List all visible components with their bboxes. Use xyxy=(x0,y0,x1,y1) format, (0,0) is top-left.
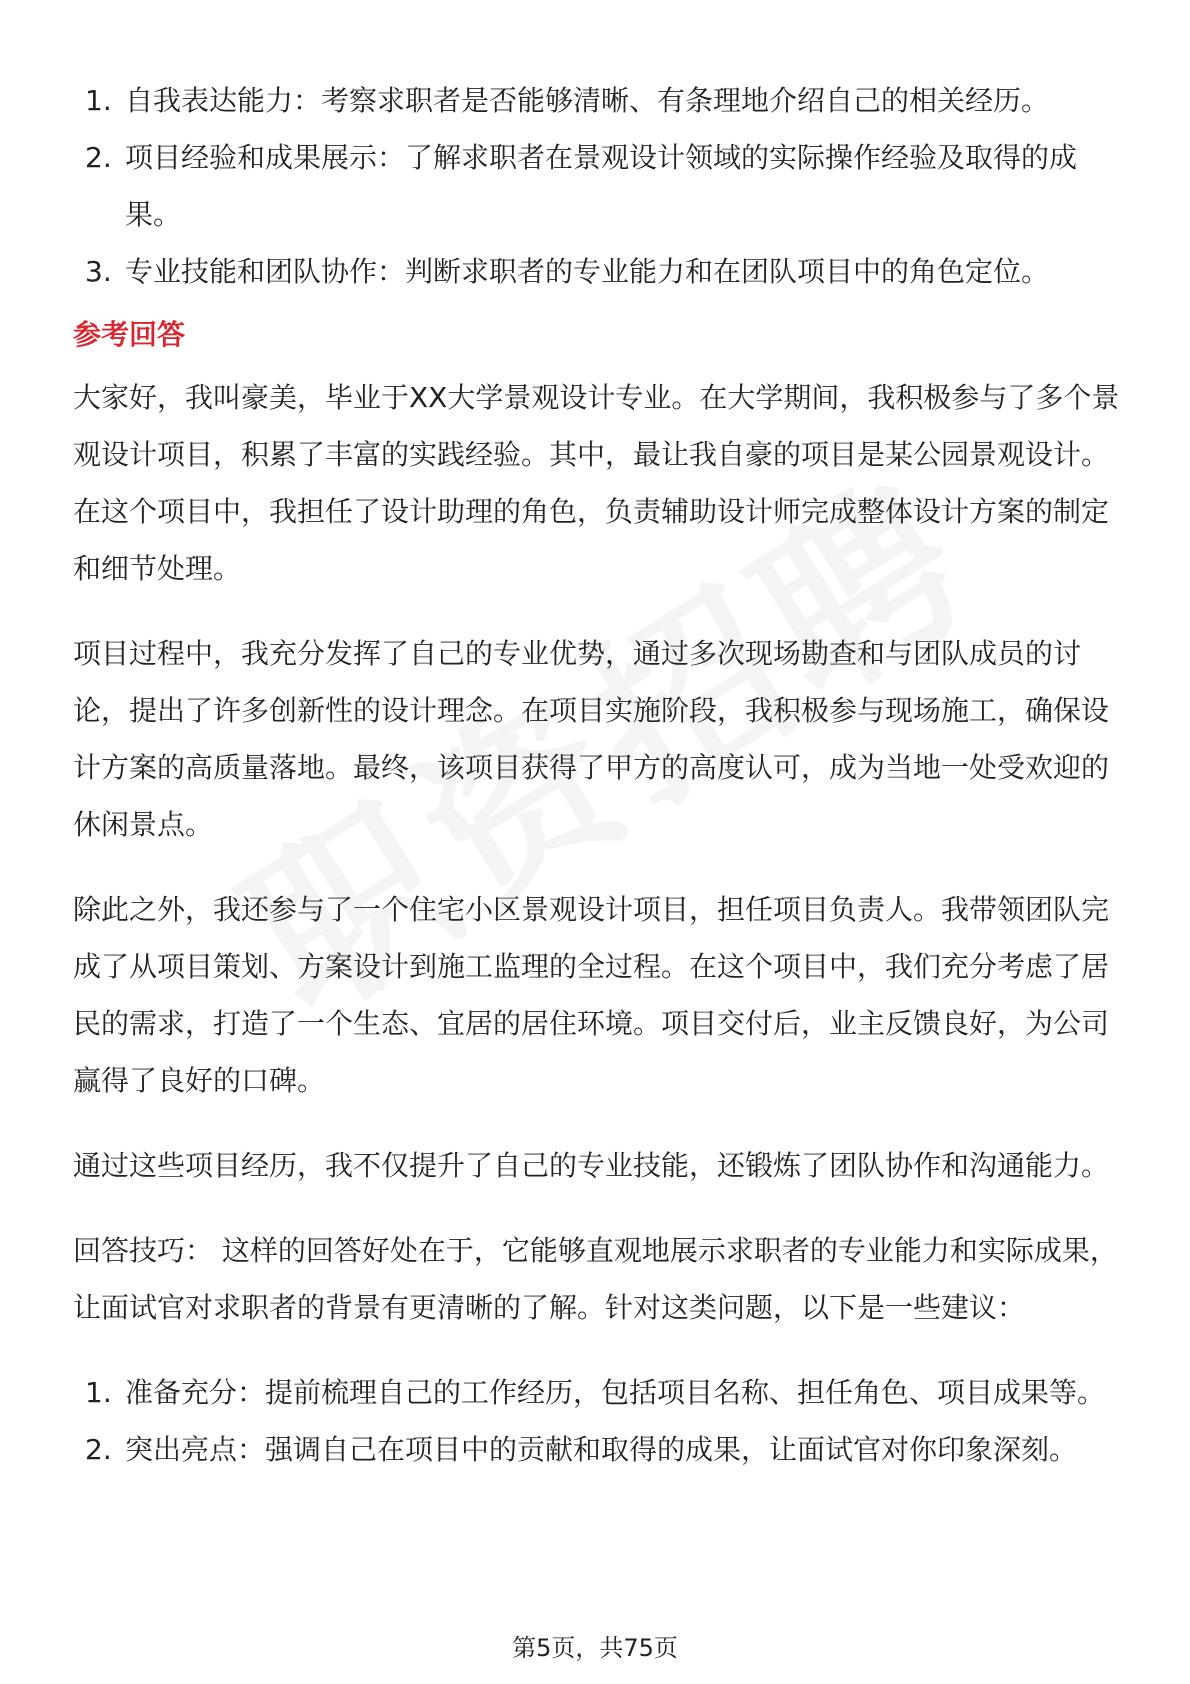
list-item xyxy=(73,1364,1121,1421)
page-footer: 第5页，共75页 xyxy=(512,1634,678,1662)
paragraph-summary: 通过这些项目经历，我不仅提升了自己的专业技能，还锻炼了团队协作和沟通能力。 xyxy=(73,1149,1110,1182)
list-text: 专业技能和团队协作：判断求职者的专业能力和在团队项目中的角色定位。 xyxy=(125,255,1050,288)
list-text: 准备充分：提前梳理自己的工作经历，包括项目名称、担任角色、项目成果等。 xyxy=(125,1376,1106,1409)
page-content xyxy=(73,72,1121,1478)
list-number: 1. xyxy=(85,84,112,117)
list-text: 项目经验和成果展示：了解求职者在景观设计领域的实际操作经验及取得的成果。 xyxy=(125,141,1078,231)
paragraph-intro: 大家好，我叫豪美，毕业于XX大学景观设计专业。在大学期间，我积极参与了多个景观设计项目，积累了丰富的实践经验。其中，最让我自豪的项目是某公园景观设计。在这个项目中，我担任了设计助理的角色，负责辅助设计师完成整体设计方案的制定和细节处理。 xyxy=(73,381,1120,585)
list-number: 1. xyxy=(85,1376,112,1409)
list-item xyxy=(73,72,1121,129)
paragraph-process: 项目过程中，我充分发挥了自己的专业优势，通过多次现场勘查和与团队成员的讨论，提出了许多创新性的设计理念。在项目实施阶段，我积极参与现场施工，确保设计方案的高质量落地。最终，该项目获得了甲方的高度认可，成为当地一处受欢迎的休闲景点。 xyxy=(73,637,1110,841)
list-item xyxy=(73,243,1121,300)
list-number: 2. xyxy=(85,141,112,174)
bottom-numbered-list xyxy=(73,1364,1121,1478)
paragraph-tips: 回答技巧： 这样的回答好处在于，它能够直观地展示求职者的专业能力和实际成果，让面试官对求职者的背景有更清晰的了解。针对这类问题，以下是一些建议： xyxy=(73,1234,1118,1324)
list-number: 3. xyxy=(85,255,112,288)
list-item xyxy=(73,1421,1121,1478)
paragraph-residential: 除此之外，我还参与了一个住宅小区景观设计项目，担任项目负责人。我带领团队完成了从项目策划、方案设计到施工监理的全过程。在这个项目中，我们充分考虑了居民的需求，打造了一个生态、宜居的居住环境。项目交付后，业主反馈良好，为公司赢得了良好的口碑。 xyxy=(73,893,1110,1097)
list-text: 自我表达能力：考察求职者是否能够清晰、有条理地介绍自己的相关经历。 xyxy=(125,84,1050,117)
list-text: 突出亮点：强调自己在项目中的贡献和取得的成果，让面试官对你印象深刻。 xyxy=(125,1433,1078,1466)
section-heading: 参考回答 xyxy=(73,318,186,351)
list-item xyxy=(73,129,1121,243)
list-number: 2. xyxy=(85,1433,112,1466)
top-numbered-list xyxy=(73,72,1121,300)
